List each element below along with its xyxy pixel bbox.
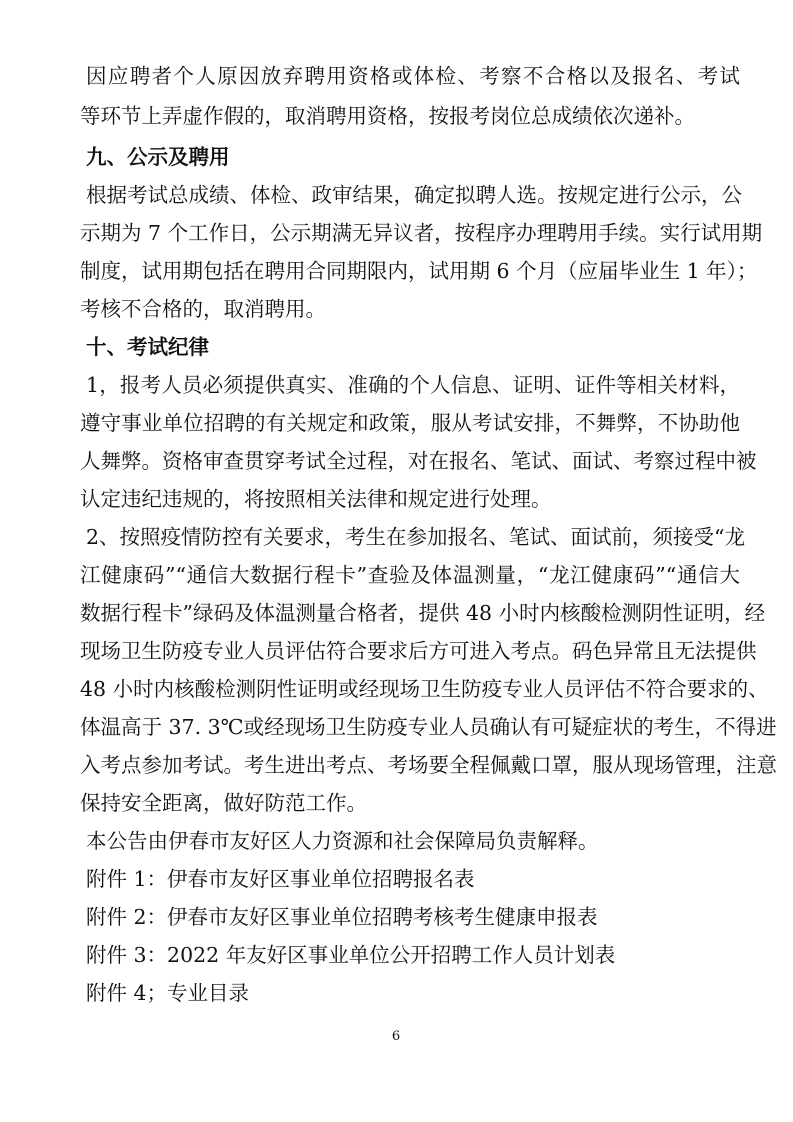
section-heading-10: 十、考试纪律 [86,335,209,359]
paragraph-line: 江健康码”“通信大数据行程卡”查验及体温测量，“龙江健康码”“通信大 [80,563,740,587]
paragraph-line: 遵守事业单位招聘的有关规定和政策，服从考试安排，不舞弊，不协助他 [80,411,740,435]
attachment-item: 附件 2：伊春市友好区事业单位招聘考核考生健康申报表 [86,905,598,929]
paragraph-line: 体温高于 37. 3℃或经现场卫生防疫专业人员确认有可疑症状的考生，不得进 [80,715,777,739]
paragraph-line: 现场卫生防疫专业人员评估符合要求后方可进入考点。码色异常且无法提供 [80,639,757,663]
paragraph-line: 2、按照疫情防控有关要求，考生在参加报名、笔试、面试前，须接受“龙 [86,525,746,549]
paragraph-line: 保持安全距离，做好防范工作。 [80,791,367,815]
attachment-item: 附件 3：2022 年友好区事业单位公开招聘工作人员计划表 [86,943,616,967]
paragraph-line: 数据行程卡”绿码及体温测量合格者，提供 48 小时内核酸检测阴性证明，经 [80,601,766,625]
paragraph-line: 人舞弊。资格审查贯穿考试全过程，对在报名、笔试、面试、考察过程中被 [80,449,757,473]
page-number: 6 [391,1029,401,1044]
paragraph-line: 示期为 7 个工作日，公示期满无异议者，按程序办理聘用手续。实行试用期 [80,221,763,245]
paragraph-line: 认定违纪违规的，将按照相关法律和规定进行处理。 [80,487,552,511]
paragraph-line: 根据考试总成绩、体检、政审结果，确定拟聘人选。按规定进行公示，公 [86,183,742,207]
attachment-item: 附件 1：伊春市友好区事业单位招聘报名表 [86,867,475,891]
paragraph-line: 制度，试用期包括在聘用合同期限内，试用期 6 个月（应届毕业生 1 年）； [80,259,758,283]
paragraph-line: 入考点参加考试。考生进出考点、考场要全程佩戴口罩，服从现场管理，注意 [80,753,777,777]
attachment-item: 附件 4；专业目录 [86,981,250,1005]
paragraph-line: 考核不合格的，取消聘用。 [80,297,326,321]
paragraph-line: 1，报考人员必须提供真实、准确的个人信息、证明、证件等相关材料， [86,373,740,397]
paragraph-line: 48 小时内核酸检测阴性证明或经现场卫生防疫专业人员评估不符合要求的、 [80,677,769,701]
section-heading-9: 九、公示及聘用 [86,145,230,169]
paragraph-line: 因应聘者个人原因放弃聘用资格或体检、考察不合格以及报名、考试 [86,64,740,88]
paragraph-line: 等环节上弄虚作假的，取消聘用资格，按报考岗位总成绩依次递补。 [80,104,695,128]
closing-statement: 本公告由伊春市友好区人力资源和社会保障局负责解释。 [86,829,599,853]
